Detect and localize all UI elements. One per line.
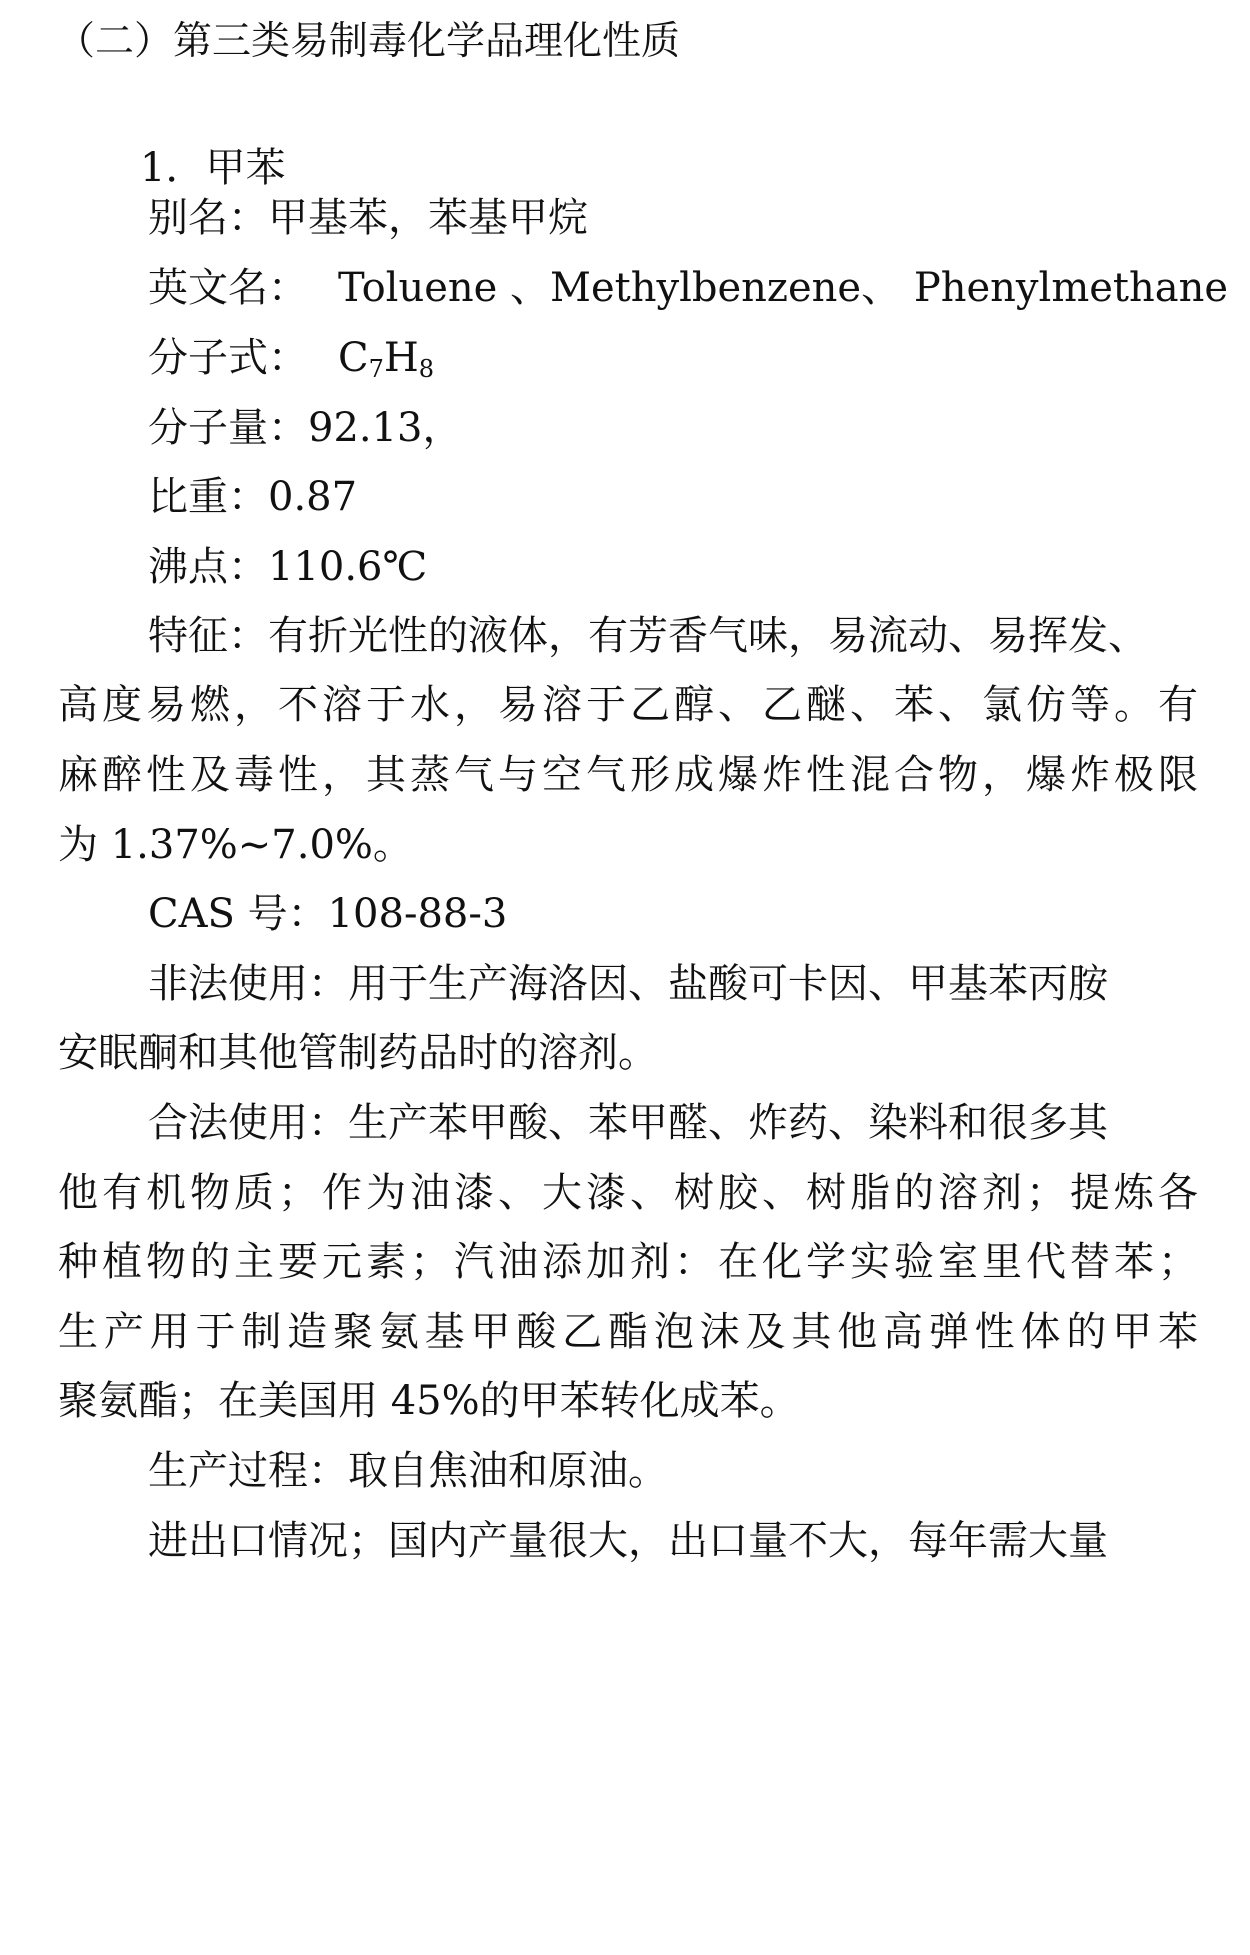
english-name-label: 英文名：: [148, 265, 308, 311]
legal-use-line-4: 生产用于制造聚氨基甲酸乙酯泡沫及其他高弹性体的甲苯: [58, 1309, 1198, 1355]
features-line-1: 特征：有折光性的液体，有芳香气味，易流动、易挥发、: [148, 613, 1148, 659]
cas-line: CAS 号：108-88-3: [148, 891, 508, 937]
item-title: 1．甲苯: [140, 145, 286, 191]
formula-c: C: [338, 335, 369, 381]
formula-line: [148, 335, 435, 383]
specific-gravity-line: 比重：0.87: [148, 474, 358, 520]
features-line-2: 高度易燃，不溶于水，易溶于乙醇、乙醚、苯、氯仿等。有: [58, 682, 1198, 728]
alias-line: 别名：甲基苯，苯基甲烷: [148, 195, 588, 241]
formula-h: H: [383, 335, 419, 381]
features-line-4: 为 1.37%~7.0%。: [58, 822, 413, 868]
legal-use-line-2: 他有机物质；作为油漆、大漆、树胶、树脂的溶剂；提炼各: [58, 1170, 1198, 1216]
section-title: （二）第三类易制毒化学品理化性质: [56, 19, 681, 64]
legal-use-line-1: 合法使用：生产苯甲酸、苯甲醛、炸药、染料和很多其: [148, 1100, 1108, 1146]
illegal-use-line-1: 非法使用：用于生产海洛因、盐酸可卡因、甲基苯丙胺: [148, 961, 1108, 1007]
import-export-line-1: 进出口情况；国内产量很大，出口量不大，每年需大量: [148, 1518, 1108, 1564]
formula-c-subscript: 7: [368, 355, 384, 383]
formula-h-subscript: 8: [418, 355, 435, 383]
english-name-values: Toluene 、Methylbenzene、 Phenylmethane: [338, 265, 1229, 311]
features-line-3: 麻醉性及毒性，其蒸气与空气形成爆炸性混合物，爆炸极限: [58, 752, 1198, 798]
production-line: 生产过程：取自焦油和原油。: [148, 1448, 668, 1494]
molecular-weight-line: 分子量：92.13，: [148, 405, 463, 451]
legal-use-line-3: 种植物的主要元素；汽油添加剂：在化学实验室里代替苯；: [58, 1239, 1198, 1285]
boiling-point-line: 沸点：110.6℃: [148, 544, 428, 590]
legal-use-line-5: 聚氨酯；在美国用 45%的甲苯转化成苯。: [58, 1378, 800, 1424]
english-name-line: [148, 265, 1229, 311]
illegal-use-line-2: 安眠酮和其他管制药品时的溶剂。: [58, 1030, 658, 1076]
formula-label: 分子式：: [148, 335, 308, 381]
